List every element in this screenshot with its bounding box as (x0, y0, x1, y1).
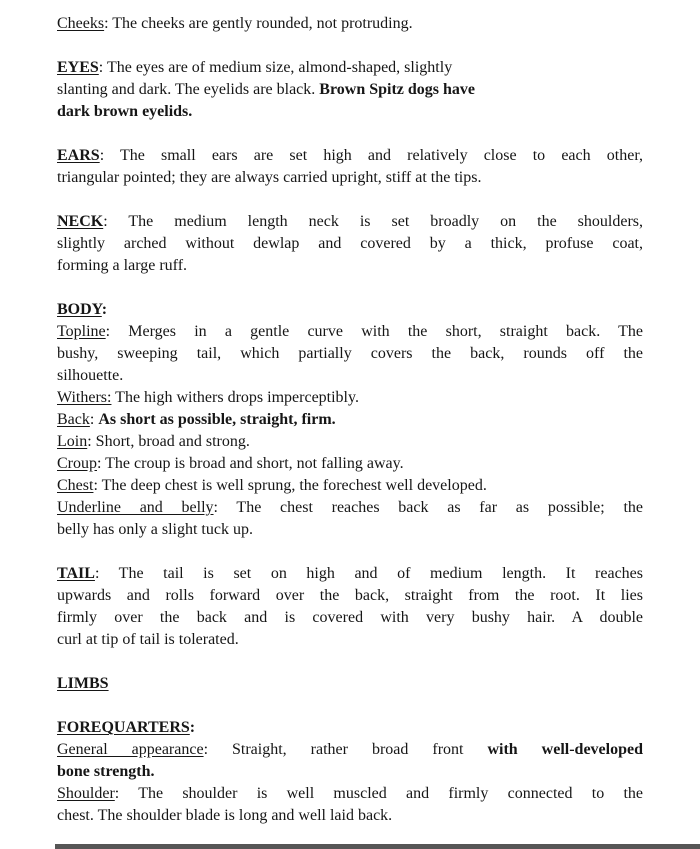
ears-paragraph-line-1 (57, 145, 643, 167)
withers-paragraph-line-1 (57, 387, 643, 409)
general-appearance-paragraph-line-1 (57, 739, 643, 761)
body-text: : The chest reaches back as far as possible; the (213, 499, 643, 516)
shoulder-paragraph-line-2 (57, 805, 643, 827)
body-text: slightly arched without dewlap and covered by a thick, profuse coat, (57, 235, 643, 252)
tail-paragraph (57, 563, 643, 651)
body-text: : The shoulder is well muscled and firmly connected to the (114, 785, 643, 802)
neck-paragraph (57, 211, 643, 277)
underlined-term: Loin (57, 433, 88, 450)
cheeks-paragraph-line-1 (57, 13, 643, 35)
body-text: : Short, broad and strong. (87, 433, 250, 450)
body-text: upwards and rolls forward over the back, straight from the root. It lies (57, 587, 643, 604)
bold-text: : (189, 719, 196, 736)
body-text: : The eyes are of medium size, almond-shaped, slightly (98, 59, 453, 76)
body-text: curl at tip of tail is tolerated. (57, 631, 239, 648)
loin-paragraph-line-1 (57, 431, 643, 453)
paragraph-gap (57, 35, 643, 57)
bold-text: As short as possible, straight, firm. (98, 411, 336, 428)
eyes-paragraph (57, 57, 643, 123)
croup-paragraph (57, 453, 643, 475)
body-heading-line-1 (57, 299, 643, 321)
eyes-paragraph-line-3 (57, 101, 643, 123)
underlined-term: FOREQUARTERS (57, 719, 190, 736)
ears-paragraph-line-2 (57, 167, 643, 189)
underline-belly-paragraph (57, 497, 643, 541)
chest-paragraph-line-1 (57, 475, 643, 497)
paragraph-gap (57, 277, 643, 299)
body-text: silhouette. (57, 367, 124, 384)
body-text: forming a large ruff. (57, 257, 188, 274)
underlined-term: BODY (57, 301, 102, 318)
eyes-paragraph-line-1 (57, 57, 643, 79)
body-text: : The cheeks are gently rounded, not protruding. (104, 15, 413, 32)
topline-paragraph (57, 321, 643, 387)
body-text: The high withers drops imperceptibly. (111, 389, 359, 406)
underlined-term: EARS (57, 147, 100, 164)
back-paragraph-line-1 (57, 409, 643, 431)
eyes-paragraph-line-2 (57, 79, 643, 101)
limbs-heading (57, 673, 643, 695)
bold-text: : (101, 301, 108, 318)
underlined-term: NECK (57, 213, 104, 230)
tail-paragraph-line-1 (57, 563, 643, 585)
topline-paragraph-line-2 (57, 343, 643, 365)
underlined-term: Underline and belly (57, 499, 214, 516)
body-text: firmly over the back and is covered with very bushy hair. A double (57, 609, 643, 626)
underline-belly-paragraph-line-2 (57, 519, 643, 541)
body-text: belly has only a slight tuck up. (57, 521, 253, 538)
body-text: : The croup is broad and short, not falling away. (97, 455, 404, 472)
paragraph-gap (57, 651, 643, 673)
neck-paragraph-line-1 (57, 211, 643, 233)
loin-paragraph (57, 431, 643, 453)
body-text: chest. The shoulder blade is long and well laid back. (57, 807, 393, 824)
cheeks-paragraph (57, 13, 643, 35)
body-text: : The tail is set on high and of medium length. It reaches (94, 565, 643, 582)
tail-paragraph-line-4 (57, 629, 643, 651)
tail-paragraph-line-2 (57, 585, 643, 607)
shoulder-paragraph-line-1 (57, 783, 643, 805)
chest-paragraph (57, 475, 643, 497)
forequarters-heading (57, 717, 643, 739)
document-page (57, 13, 643, 827)
body-text: : The small ears are set high and relatively close to each other, (99, 147, 643, 164)
neck-paragraph-line-3 (57, 255, 643, 277)
forequarters-heading-line-1 (57, 717, 643, 739)
underlined-term: Cheeks (57, 15, 105, 32)
bold-text: bone strength. (57, 763, 155, 780)
bold-text: dark brown eyelids. (57, 103, 193, 120)
underlined-term: Topline (57, 323, 106, 340)
paragraph-gap (57, 541, 643, 563)
body-text: slanting and dark. The eyelids are black. (57, 81, 320, 98)
limbs-heading-line-1 (57, 673, 643, 695)
paragraph-gap (57, 695, 643, 717)
body-text: : Straight, rather broad front (203, 741, 488, 758)
shoulder-paragraph (57, 783, 643, 827)
body-text: : The medium length neck is set broadly on the shoulders, (103, 213, 643, 230)
underlined-term: Back (57, 411, 90, 428)
body-text: : The deep chest is well sprung, the forechest well developed. (93, 477, 487, 494)
underlined-term: TAIL (57, 565, 95, 582)
underlined-term: Croup (57, 455, 97, 472)
ears-paragraph (57, 145, 643, 189)
body-text: triangular pointed; they are always carried upright, stiff at the tips. (57, 169, 482, 186)
underlined-term: LIMBS (57, 675, 109, 692)
general-appearance-paragraph (57, 739, 643, 783)
back-paragraph (57, 409, 643, 431)
paragraph-gap (57, 189, 643, 211)
paragraph-gap (57, 123, 643, 145)
body-text: bushy, sweeping tail, which partially covers the back, rounds off the (57, 345, 643, 362)
general-appearance-paragraph-line-2 (57, 761, 643, 783)
underlined-term: General appearance (57, 741, 204, 758)
topline-paragraph-line-1 (57, 321, 643, 343)
bold-text: Brown Spitz dogs have (319, 81, 476, 98)
body-text: : Merges in a gentle curve with the short, straight back. The (105, 323, 643, 340)
page-bottom-rule (55, 844, 700, 849)
topline-paragraph-line-3 (57, 365, 643, 387)
underlined-term: Chest (57, 477, 94, 494)
underline-belly-paragraph-line-1 (57, 497, 643, 519)
croup-paragraph-line-1 (57, 453, 643, 475)
tail-paragraph-line-3 (57, 607, 643, 629)
body-heading (57, 299, 643, 321)
underlined-term: Withers: (57, 389, 112, 406)
bold-text: with well-developed (487, 741, 643, 758)
withers-paragraph (57, 387, 643, 409)
underlined-term: Shoulder (57, 785, 115, 802)
neck-paragraph-line-2 (57, 233, 643, 255)
body-text: : (89, 411, 99, 428)
underlined-term: EYES (57, 59, 99, 76)
